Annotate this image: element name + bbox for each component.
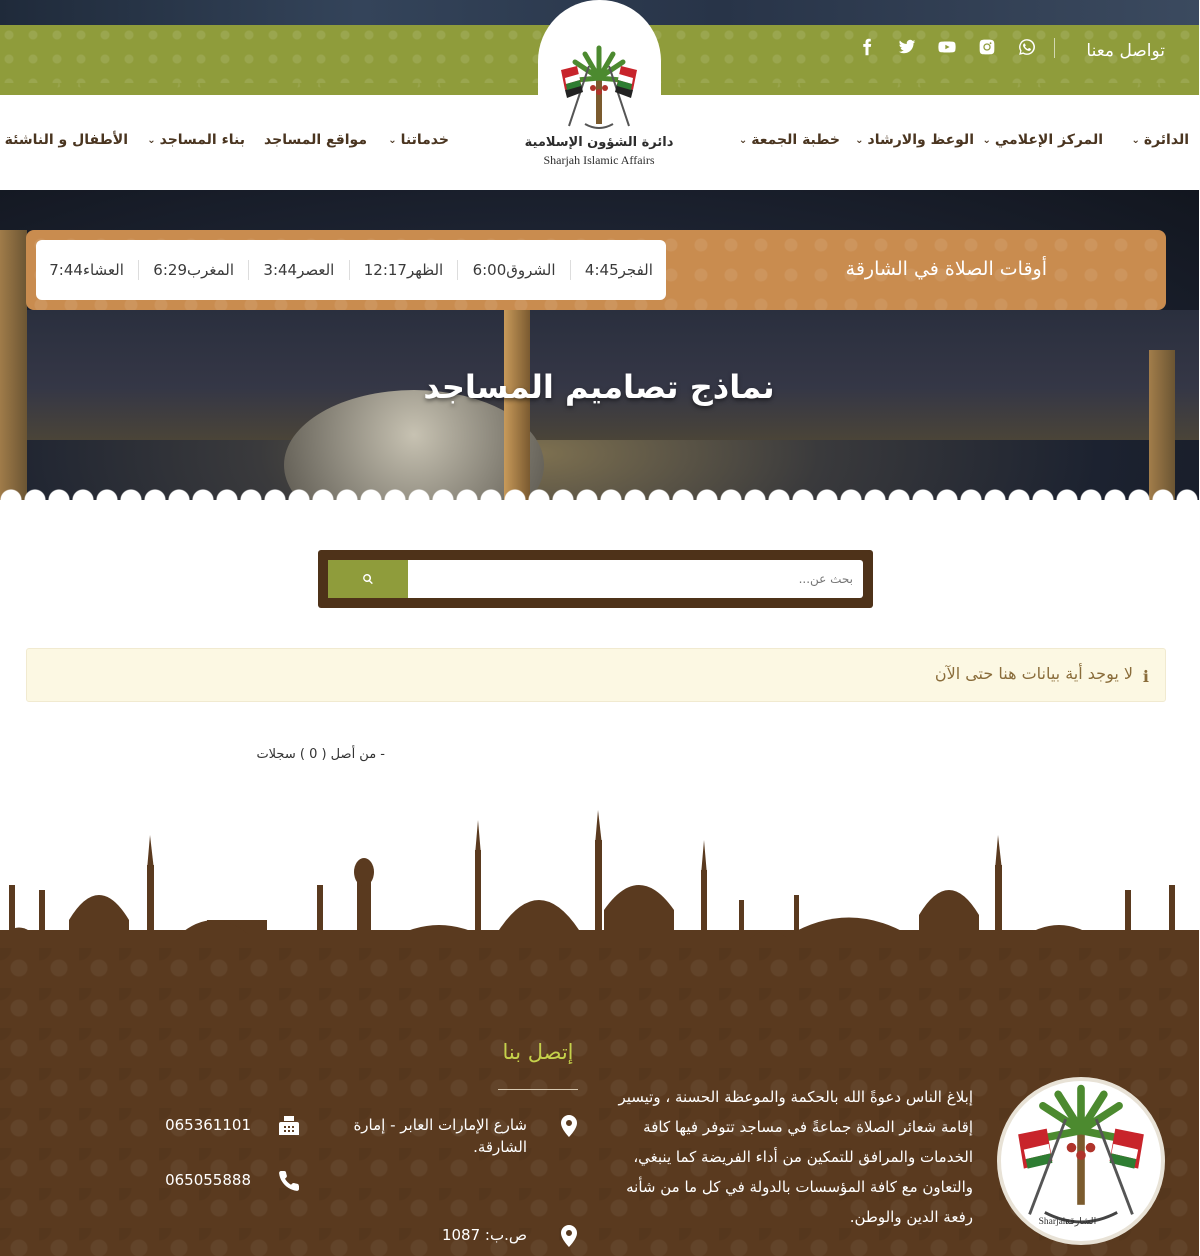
prayer-time-fajr: [586, 261, 654, 279]
prayer-divider: [249, 260, 250, 280]
nav-label: الوعظ والارشاد: [868, 132, 975, 148]
contact-fax[interactable]: 065361101: [166, 1116, 252, 1134]
prayer-name: الظهر: [407, 261, 445, 279]
hero-minaret: [0, 230, 28, 500]
prayer-time: 6:29: [154, 261, 188, 279]
facebook-icon[interactable]: [858, 37, 878, 57]
nav-item-mosque-building[interactable]: [148, 132, 246, 148]
mosque-skyline-silhouette: [0, 810, 1200, 960]
prayer-time: 6:00: [473, 261, 508, 279]
prayer-name: العصر: [298, 261, 336, 279]
prayer-time: 12:17: [364, 261, 408, 279]
chevron-down-icon: ⌄: [983, 134, 992, 146]
contact-phone[interactable]: 065055888: [166, 1171, 252, 1189]
youtube-icon[interactable]: [938, 37, 958, 57]
contact-po-box: ص.ب: 1087: [442, 1226, 528, 1244]
chevron-down-icon: ⌄: [856, 134, 865, 146]
nav-item-mosque-locations[interactable]: [265, 132, 368, 148]
top-bar-divider: [1055, 38, 1056, 58]
nav-item-friday-sermon[interactable]: [740, 132, 841, 148]
prayer-name: الفجر: [619, 261, 654, 279]
palm-emblem-icon[interactable]: [556, 40, 644, 132]
prayer-times-title: أوقات الصلاة في الشارقة: [846, 258, 1048, 280]
page-title: نماذج تصاميم المساجد: [424, 368, 776, 406]
chevron-down-icon: ⌄: [1132, 134, 1141, 146]
prayer-divider: [458, 260, 459, 280]
nav-label: الدائرة: [1144, 132, 1190, 148]
prayer-name: المغرب: [187, 261, 236, 279]
prayer-divider: [571, 260, 572, 280]
nav-item-services[interactable]: [389, 132, 450, 148]
prayer-time-sunrise: [474, 261, 557, 279]
twitter-icon[interactable]: [898, 37, 918, 57]
alert-text: لا يوجد أية بيانات هنا حتى الآن: [935, 664, 1134, 683]
nav-label: مواقع المساجد: [265, 132, 368, 148]
location-pin-icon: [558, 1224, 582, 1248]
nav-label: الأطفال و الناشئة: [5, 132, 129, 148]
contact-address: شارع الإمارات العابر - إمارة الشارقة.: [354, 1116, 528, 1156]
prayer-times-list: [37, 240, 667, 300]
location-pin-icon: [558, 1114, 582, 1138]
footer-about-text: إبلاغ الناس دعوةً الله بالحكمة والموعظة الحسنة ، وتيسير إقامة شعائر الصلاة جماعةً في مساجد تتوفر فيها كافة الخدمات والمرافق للتمكين من أداء الفريضة كما ينبغي، والتعاون مع كافة المؤسسات بالدولة في كل ما من شأنه رفعة الدين والوطن.: [619, 1088, 974, 1226]
nav-item-children-youth[interactable]: [0, 132, 129, 148]
info-icon: ℹ: [1143, 667, 1150, 686]
prayer-time-isha: [50, 261, 125, 279]
nav-label: المركز الإعلامي: [995, 132, 1104, 148]
records-count: - من أصل ( 0 ) سجلات: [257, 747, 386, 762]
chevron-down-icon: ⌄: [389, 134, 398, 146]
whatsapp-icon[interactable]: [1018, 37, 1038, 57]
nav-label: بناء المساجد: [160, 132, 246, 148]
prayer-time: 7:44: [50, 261, 84, 279]
social-links: [858, 37, 1038, 57]
phone-icon: [278, 1169, 302, 1193]
footer-logo-text-en: Sharjah: [1039, 1216, 1069, 1227]
prayer-time: 3:44: [264, 261, 299, 279]
contact-us-link[interactable]: تواصل معنا: [1087, 41, 1166, 61]
chevron-down-icon: ⌄: [148, 134, 157, 146]
logo-english-text: Sharjah Islamic Affairs: [544, 153, 656, 167]
instagram-icon[interactable]: [978, 37, 998, 57]
prayer-divider: [350, 260, 351, 280]
nav-label: خدماتنا: [401, 132, 450, 148]
prayer-divider: [139, 260, 140, 280]
search-icon: [363, 573, 375, 585]
hero-scallop-edge: [0, 480, 1200, 500]
search-input[interactable]: [409, 560, 864, 598]
chevron-down-icon: [0, 135, 2, 146]
prayer-time-dhuhr: [365, 261, 444, 279]
footer-logo-icon: [998, 1077, 1166, 1245]
contact-title-rule: [499, 1089, 579, 1090]
nav-label: خطبة الجمعة: [752, 132, 841, 148]
contact-title: إتصل بنا: [503, 1040, 575, 1064]
footer-logo-text-ar: الشارقة: [1066, 1215, 1098, 1227]
search-button[interactable]: [329, 560, 409, 598]
logo-arabic-text: دائرة الشؤون الإسلامية: [525, 135, 675, 150]
prayer-name: العشاء: [83, 261, 125, 279]
nav-item-preaching[interactable]: [856, 132, 975, 148]
prayer-time: 4:45: [585, 261, 620, 279]
nav-item-department[interactable]: [1132, 132, 1190, 148]
prayer-time-asr: [264, 261, 335, 279]
prayer-name: الشروق: [507, 261, 557, 279]
chevron-down-icon: ⌄: [739, 134, 749, 146]
fax-icon: [278, 1114, 302, 1138]
nav-item-media-center[interactable]: [983, 132, 1104, 148]
prayer-time-maghrib: [154, 261, 235, 279]
